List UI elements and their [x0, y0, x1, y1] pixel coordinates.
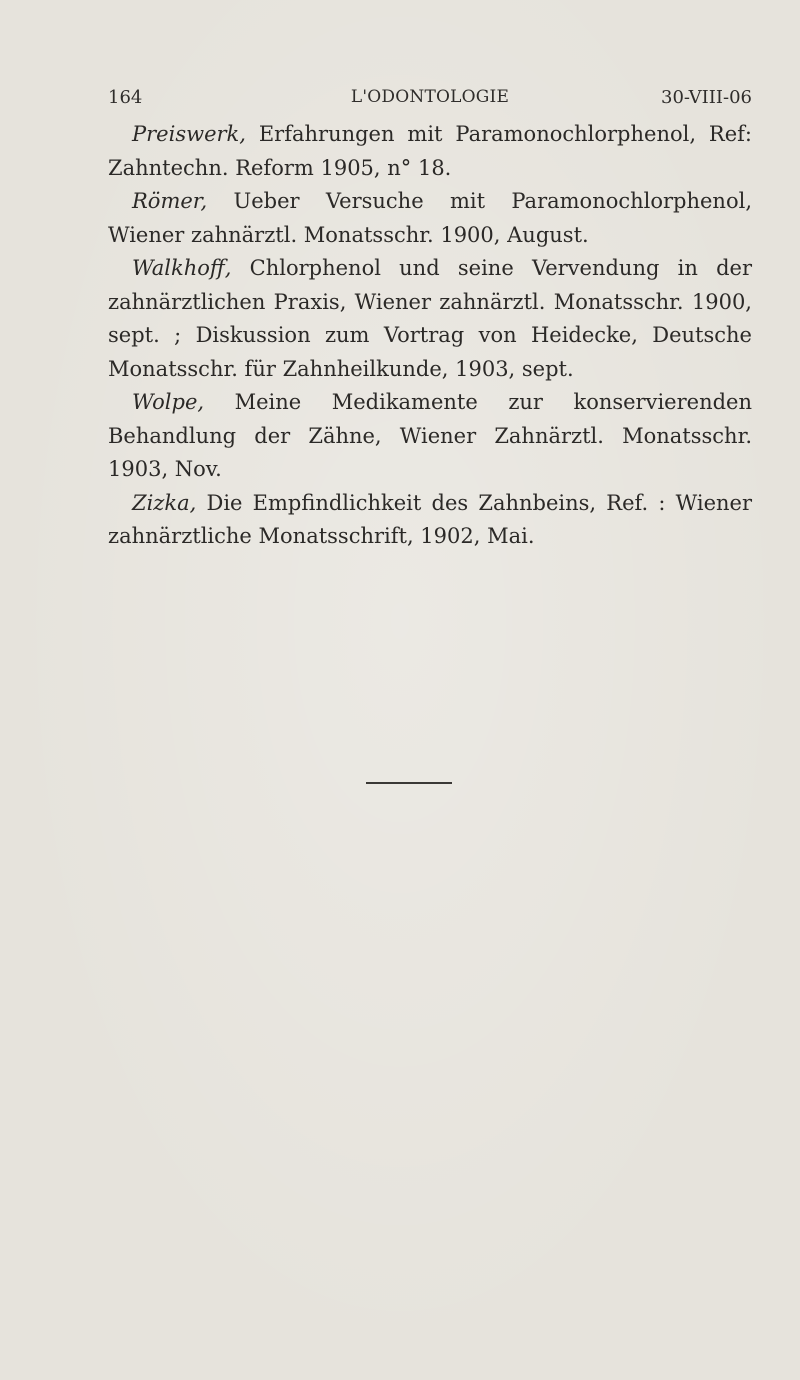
author-name: Wolpe,	[132, 390, 205, 414]
author-name: Walkhoff,	[132, 256, 232, 280]
header-date: 30-VIII-06	[661, 87, 752, 108]
author-name: Römer,	[132, 189, 208, 213]
page-number: 164	[108, 87, 143, 108]
author-name: Zizka,	[132, 490, 197, 515]
bibliography-entry	[108, 118, 752, 185]
running-title: L'ODONTOLOGIE	[350, 87, 510, 107]
bibliography-list	[108, 118, 752, 554]
citation-text: Ueber Versuche mit Paramonochlorphenol, Wiener zahnärztl. Monatsschr. 1900, August.	[108, 189, 752, 247]
citation-text: Meine Medikamente zur konservierenden Behandlung der Zähne, Wiener Zahnärztl. Monatsschr. 1903, Nov.	[108, 390, 752, 481]
bibliography-entry	[108, 185, 752, 252]
bibliography-entry	[108, 252, 752, 386]
citation-text: Chlorphenol und seine Vervendung in der zahnärztlichen Praxis, Wiener zahnärztl. Monatsschr. 1900, sept. ; Diskussion zum Vortrag von Heidecke, Deutsche Monatsschr. für Zahnheilkunde, 1903, sept.	[108, 256, 752, 381]
author-name: Preiswerk,	[132, 122, 246, 146]
citation-text: Erfahrungen mit Paramonochlorphenol, Ref: Zahntechn. Reform 1905, n° 18.	[108, 122, 752, 180]
bibliography-entry	[108, 386, 752, 487]
section-divider	[366, 782, 452, 784]
citation-text: Die Empfindlichkeit des Zahnbeins, Ref. : Wiener zahnärztliche Monatsschrift, 1902, Mai.	[108, 490, 752, 548]
page-header	[108, 87, 752, 115]
bibliography-entry	[108, 487, 752, 554]
